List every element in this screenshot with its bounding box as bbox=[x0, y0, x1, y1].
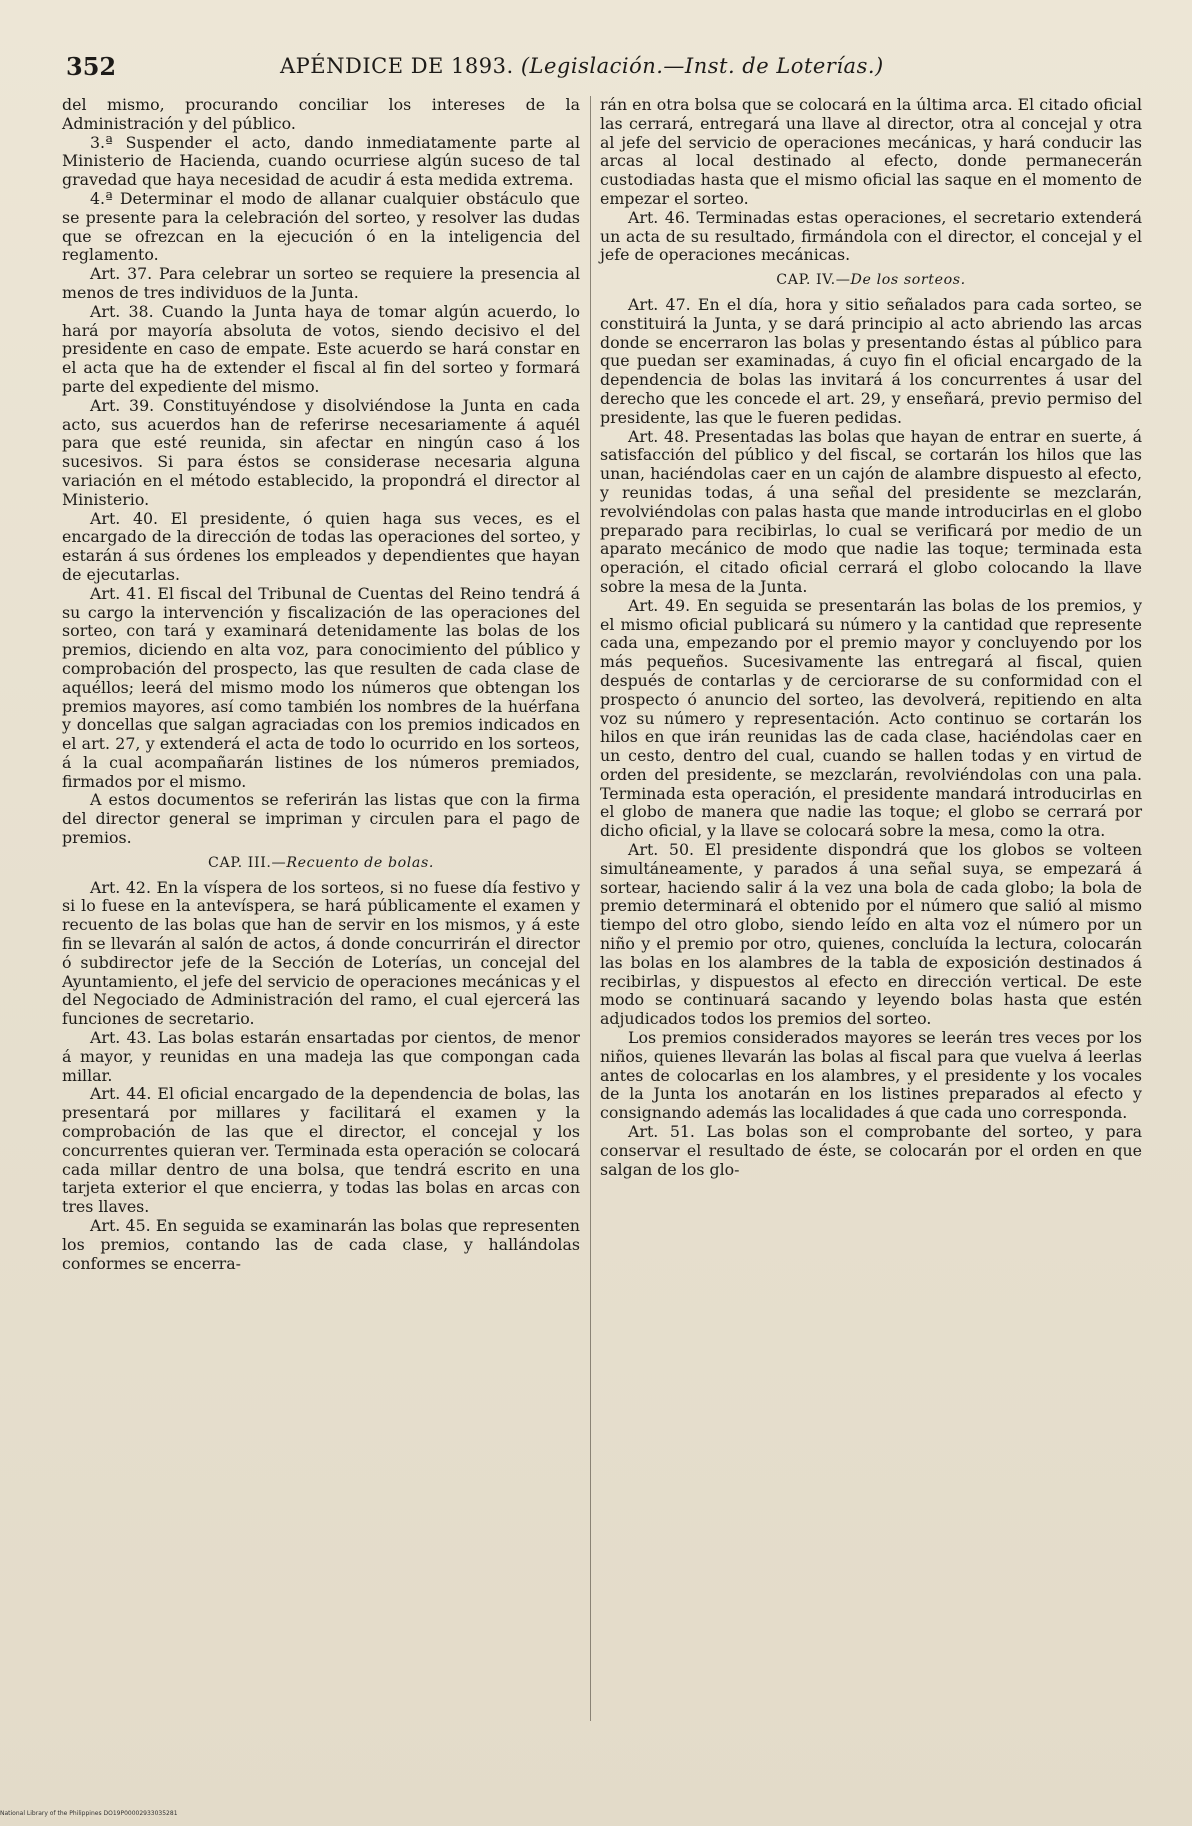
scan-credit: National Library of the Philippines DO19P00002933035281 bbox=[0, 1810, 178, 1817]
chapter-number: CAP. IV.— bbox=[776, 272, 851, 289]
paragraph: Art. 46. Terminadas estas operaciones, el secretario extenderá un acta de su resultado, firmándola con el director, el concejal y el jefe de operaciones mecánicas. bbox=[600, 207, 1142, 265]
paragraph: Art. 51. Las bolas son el comprobante del sorteo, y para conservar el resultado de éste, se colocarán por el orden en que salgan de los glo- bbox=[600, 1122, 1142, 1179]
paragraph: Art. 45. En seguida se examinarán las bolas que representen los premios, contando las de cada clase, y hallándolas conformes se encerra- bbox=[62, 1216, 580, 1273]
paragraph: Art. 44. El oficial encargado de la dependencia de bolas, las presentará por millares y facilitará el examen y la comprobación de las que el director, el concejal y los concurrentes quieran ver. Terminada esta operación se colocará cada millar dentro de una bolsa, que tendrá escrito en una tarjeta exterior el que encierra, y todas las bolas en arcas con tres llaves. bbox=[62, 1084, 580, 1217]
paragraph: Art. 50. El presidente dispondrá que los globos se volteen simultáneamente, y parados á una señal suya, se empezará á sortear, haciendo salir á la vez una bola de cada globo; la bola de premio determinará el obtenido por el número que salió al mismo tiempo del otro globo, siendo leído en alta voz el número por un niño y el premio por otro, quienes, concluída la lectura, colocarán las bolas en los alambres de la tabla de exposición destinados á recibirlas, y dispuestos al efecto en dirección vertical. De este modo se continuará sacando y leyendo bolas hasta que estén adjudicados todos los premios del sorteo. bbox=[600, 840, 1142, 1029]
paragraph: Art. 42. En la víspera de los sorteos, si no fuese día festivo y si lo fuese en la antevíspera, se hará públicamente el examen y recuento de las bolas que han de servir en los mismos, y á este fin se llevarán al salón de actos, á donde concurrirán el director ó subdirector jefe de la Sección de Loterías, un concejal del Ayuntamiento, el jefe del servicio de operaciones mecánicas y el del Negociado de Administración del ramo, el cual ejercerá las funciones de secretario. bbox=[62, 877, 580, 1029]
chapter-heading bbox=[62, 854, 580, 873]
running-head bbox=[280, 54, 884, 78]
page-number: 352 bbox=[66, 52, 117, 81]
column-divider bbox=[590, 96, 591, 1721]
paragraph: Los premios considerados mayores se leerán tres veces por los niños, quienes llevarán las bolas al fiscal para que vuelva á leerlas antes de colocarlas en los alambres, y el presidente y los vocales de la Junta los anotarán en los listines preparados al efecto y consignando además las localidades á que cada uno corresponda. bbox=[600, 1028, 1142, 1123]
chapter-number: CAP. III.— bbox=[208, 854, 287, 871]
paragraph: Art. 43. Las bolas estarán ensartadas por cientos, de menor á mayor, y reunidas en una madeja las que compongan cada millar. bbox=[62, 1028, 580, 1085]
chapter-title: De los sorteos. bbox=[850, 272, 966, 289]
paragraph: Art. 38. Cuando la Junta haya de tomar algún acuerdo, lo hará por mayoría absoluta de votos, siendo decisivo el del presidente en caso de empate. Este acuerdo se hará constar en el acta que ha de extender el fiscal al fin del sorteo y formará parte del expediente del mismo. bbox=[62, 301, 580, 396]
page-header bbox=[52, 48, 1092, 82]
paragraph: rán en otra bolsa que se colocará en la última arca. El citado oficial las cerrará, entregará una llave al director, otra al concejal y otra al jefe del servicio de operaciones mecánicas, y hará conducir las arcas al local destinado al efecto, donde permanecerán custodiadas hasta que el mismo oficial las saque en el momento de empezar el sorteo. bbox=[600, 95, 1142, 208]
chapter-heading bbox=[600, 271, 1142, 290]
paragraph: Art. 41. El fiscal del Tribunal de Cuentas del Reino tendrá á su cargo la intervención y fiscalización de las operaciones del sorteo, con tará y examinará detenidamente las bolas de los premios, diciendo en alta voz, para conocimiento del público y comprobación del prospecto, las que resulten de cada clase de aquéllos; leerá del mismo modo los números que obtengan los premios mayores, así como también los nombres de la huérfana y doncellas que salgan agraciadas con los premios indicados en el art. 27, y extenderá el acta de todo lo ocurrido en los sorteos, á la cual acompañarán listines de los números premiados, firmados por el mismo. bbox=[62, 583, 580, 791]
running-head-prefix: APÉNDICE DE 1893. bbox=[280, 54, 514, 78]
paragraph: Art. 39. Constituyéndose y disolviéndose la Junta en cada acto, sus acuerdos han de referirse necesariamente á aquél para que esté reunida, sin afectar en ningún caso á los sucesivos. Si para éstos se considerase necesaria alguna variación en el método establecido, la propondrá el director al Ministerio. bbox=[62, 395, 580, 509]
paragraph: del mismo, procurando conciliar los intereses de la Administración y del público. bbox=[62, 95, 580, 133]
paragraph: Art. 37. Para celebrar un sorteo se requiere la presencia al menos de tres individuos de la Junta. bbox=[62, 264, 580, 302]
paragraph: 3.ª Suspender el acto, dando inmediatamente parte al Ministerio de Hacienda, cuando ocurriese algún suceso de tal gravedad que haya necesidad de acudir á esta medida extrema. bbox=[62, 132, 580, 190]
running-head-italic: (Legislación.—Inst. de Loterías.) bbox=[520, 54, 884, 78]
chapter-title: Recuento de bolas. bbox=[286, 854, 434, 871]
paragraph: A estos documentos se referirán las listas que con la firma del director general se impriman y circulen para el pago de premios. bbox=[62, 790, 580, 848]
paragraph: 4.ª Determinar el modo de allanar cualquier obstáculo que se presente para la celebración del sorteo, y resolver las dudas que se ofrezcan en la ejecución ó en la inteligencia del reglamento. bbox=[62, 188, 580, 265]
left-column bbox=[62, 96, 580, 1273]
right-column bbox=[600, 96, 1142, 1179]
paragraph: Art. 49. En seguida se presentarán las bolas de los premios, y el mismo oficial publicará su número y la cantidad que represente cada una, empezando por el premio mayor y concluyendo por los más pequeños. Sucesivamente las entregará al fiscal, quien después de contarlas y de cerciorarse de su conformidad con el prospecto ó anuncio del sorteo, las devolverá, repitiendo en alta voz su número y representación. Acto continuo se cortarán los hilos en que irán reunidas las de cada clase, haciéndolas caer en un cesto, dentro del cual, cuando se hallen todas y en virtud de orden del presidente, se mezclarán, revolviéndolas con una pala. Terminada esta operación, el presidente mandará introducirlas en el globo de manera que nadie las toque; el globo se cerrará por dicho oficial, y la llave se colocará sobre la mesa, como la otra. bbox=[600, 595, 1142, 841]
paragraph: Art. 48. Presentadas las bolas que hayan de entrar en suerte, á satisfacción del público y del fiscal, se cortarán los hilos que las unan, haciéndolas caer en un cajón de alambre dispuesto al efecto, y reunidas todas, á una señal del presidente se mezclarán, revolviéndolas con palas hasta que mande introducirlas en el globo preparado para recibirlas, lo cual se verificará por medio de un aparato mecánico de modo que nadie las toque; terminada esta operación, el citado oficial cerrará el globo colocando la llave sobre la mesa de la Junta. bbox=[600, 426, 1142, 596]
paragraph: Art. 40. El presidente, ó quien haga sus veces, es el encargado de la dirección de todas las operaciones del sorteo, y estarán á sus órdenes los empleados y dependientes que hayan de ejecutarlas. bbox=[62, 508, 580, 584]
paragraph: Art. 47. En el día, hora y sitio señalados para cada sorteo, se constituirá la Junta, y se dará principio al acto abriendo las arcas donde se encerraron las bolas y presentando éstas al público para que puedan ser examinadas, á cuyo fin el oficial encargado de la dependencia de bolas las invitará á los concurrentes á usar del derecho que les concede el art. 29, y enseñará, previo permiso del presidente, las que le fueren pedidas. bbox=[600, 294, 1142, 427]
